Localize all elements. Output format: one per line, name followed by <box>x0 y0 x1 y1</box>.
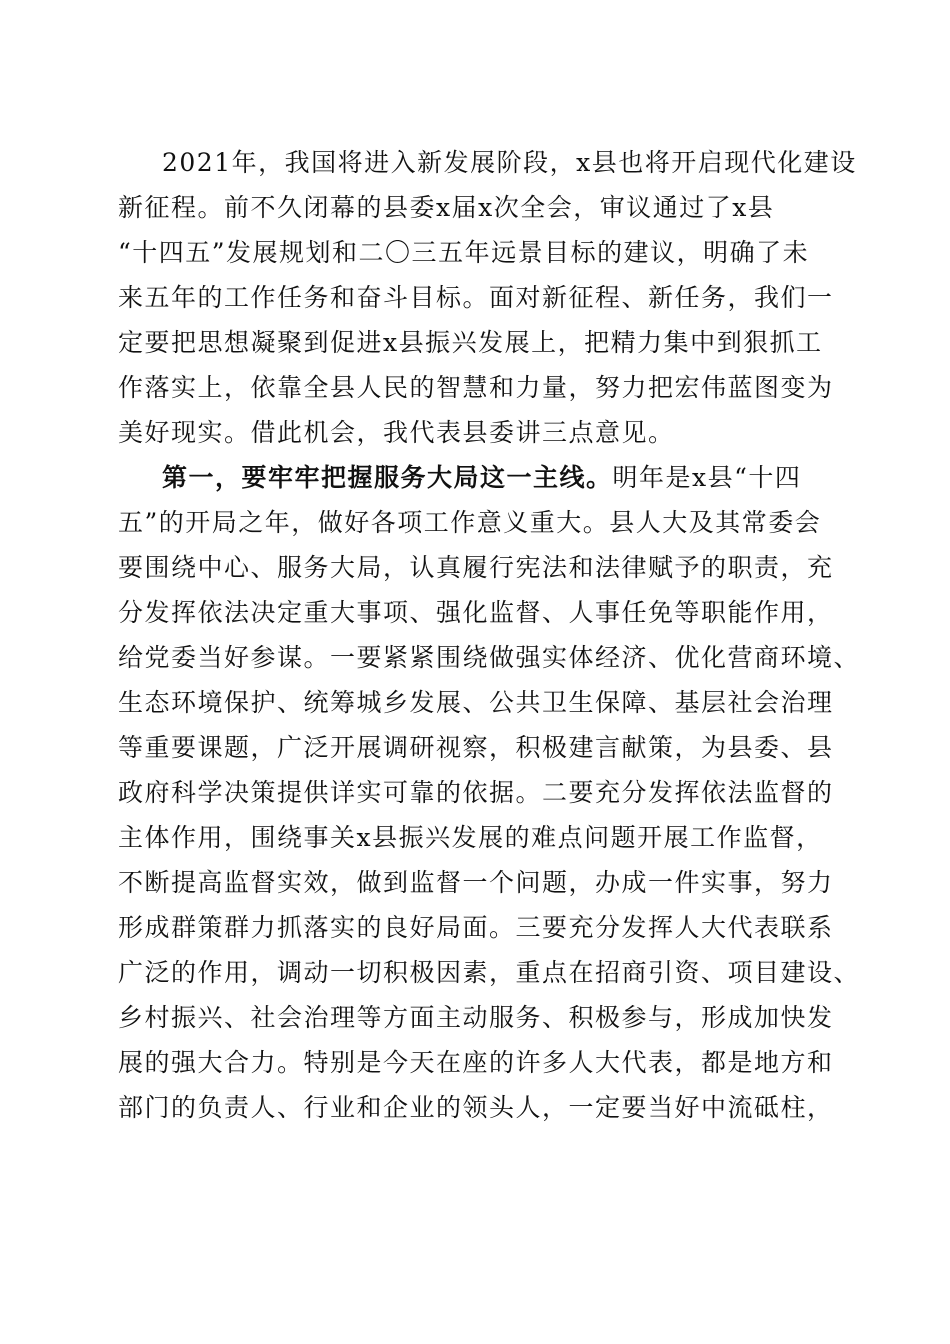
paragraph-line: 展的强大合力。特别是今天在座的许多人大代表，都是地方和 <box>118 1048 834 1077</box>
paragraph-line: 部门的负责人、行业和企业的领头人，一定要当好中流砥柱， <box>118 1093 834 1122</box>
paragraph-intro <box>118 140 857 455</box>
paragraph-line: 定要把思想凝聚到促进x县振兴发展上，把精力集中到狠抓工 <box>118 328 823 357</box>
paragraph-line: 五”的开局之年，做好各项工作意义重大。县人大及其常委会 <box>118 508 822 537</box>
section-heading: 第一，要牢牢把握服务大局这一主线。 <box>162 463 613 492</box>
paragraph-line: 新征程。前不久闭幕的县委x届x次全会，审议通过了x县 <box>118 193 775 222</box>
paragraph-line: 广泛的作用，调动一切积极因素，重点在招商引资、项目建设、 <box>118 958 861 987</box>
paragraph-line: 作落实上，依靠全县人民的智慧和力量，努力把宏伟蓝图变为 <box>118 373 834 402</box>
document-body <box>118 140 861 1130</box>
paragraph-line: 形成群策群力抓落实的良好局面。三要充分发挥人大代表联系 <box>118 913 834 942</box>
paragraph-point-one <box>118 455 861 1130</box>
paragraph-line: 主体作用，围绕事关x县振兴发展的难点问题开展工作监督， <box>118 823 823 852</box>
paragraph-line: 给党委当好参谋。一要紧紧围绕做强实体经济、优化营商环境、 <box>118 643 861 672</box>
paragraph-line: 不断提高监督实效，做到监督一个问题，办成一件实事，努力 <box>118 868 834 897</box>
paragraph-line: “十四五”发展规划和二〇三五年远景目标的建议，明确了未 <box>118 238 810 267</box>
paragraph-line: 2021年，我国将进入新发展阶段，x县也将开启现代化建设 <box>162 148 857 177</box>
paragraph-line: 来五年的工作任务和奋斗目标。面对新征程、新任务，我们一 <box>118 283 834 312</box>
paragraph-line: 要围绕中心、服务大局，认真履行宪法和法律赋予的职责，充 <box>118 553 834 582</box>
paragraph-line: 美好现实。借此机会，我代表县委讲三点意见。 <box>118 418 675 447</box>
paragraph-line: 等重要课题，广泛开展调研视察，积极建言献策，为县委、县 <box>118 733 834 762</box>
paragraph-line: 政府科学决策提供详实可靠的依据。二要充分发挥依法监督的 <box>118 778 834 807</box>
paragraph-line-rest: 明年是x县“十四 <box>612 463 802 492</box>
paragraph-line: 分发挥依法决定重大事项、强化监督、人事任免等职能作用， <box>118 598 834 627</box>
paragraph-first-line <box>118 455 838 500</box>
paragraph-line: 乡村振兴、社会治理等方面主动服务、积极参与，形成加快发 <box>118 1003 834 1032</box>
paragraph-line: 生态环境保护、统筹城乡发展、公共卫生保障、基层社会治理 <box>118 688 834 717</box>
